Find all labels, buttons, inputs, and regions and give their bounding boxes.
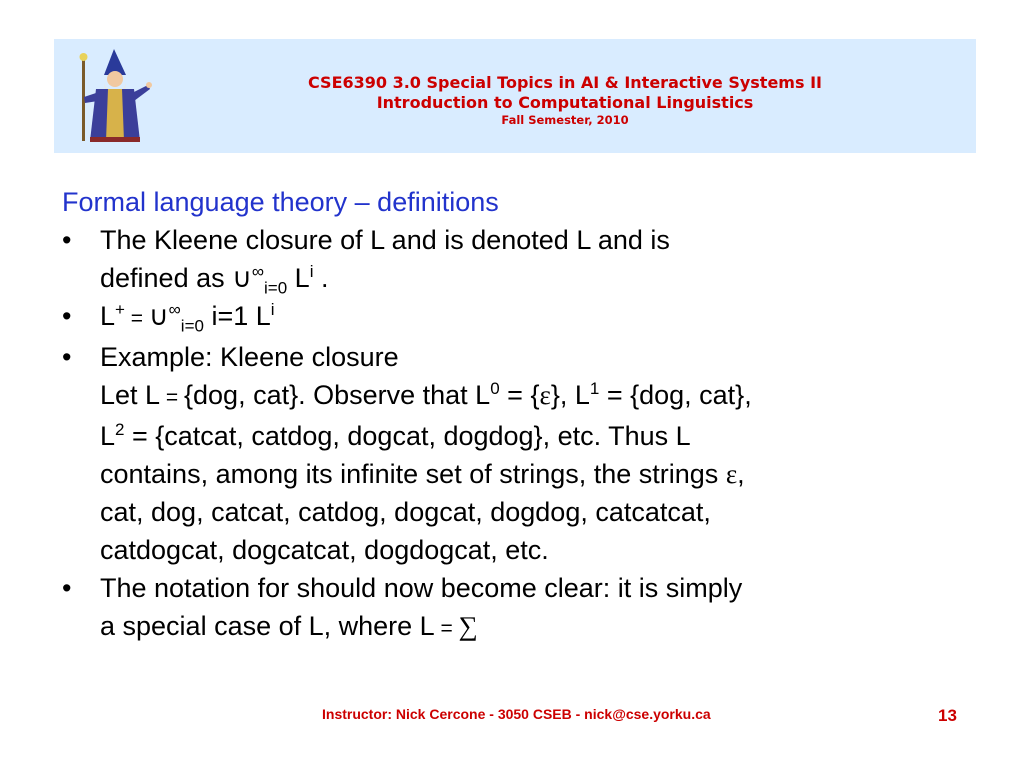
wizard-logo xyxy=(74,49,154,145)
example-line-5: catdogcat, dogcatcat, dogdogcat, etc. xyxy=(100,535,549,565)
bullet-kleene-plus xyxy=(62,297,962,338)
bullet-marker: • xyxy=(62,573,72,603)
page-number: 13 xyxy=(938,706,957,725)
bullet-text: $L^+ = \cup^\infty_{i=0}$ i=1 $L^i$ xyxy=(100,300,275,336)
union-symbol: ∪ xyxy=(148,301,169,331)
course-title: CSE6390 3.0 Special Topics in AI & Interactive Systems II xyxy=(308,73,822,92)
bullet-example xyxy=(62,338,962,376)
example-paragraph xyxy=(62,376,962,569)
semester-label: Fall Semester, 2010 xyxy=(501,113,629,127)
example-line-1: Let L = {dog, cat}. Observe that $L^0 = \{\varepsilon\}$, $L^1 = \{dog$, cat}, xyxy=(100,379,752,410)
slide-body xyxy=(62,183,962,648)
example-line-4: cat, dog, catcat, catdog, dogcat, dogdog, catcatcat, xyxy=(100,497,711,527)
example-line-2: $L^2$ = {catcat, catdog, dogcat, dogdog}, etc. Thus L xyxy=(100,420,691,451)
slide-heading: Formal language theory – definitions xyxy=(62,187,499,217)
bullet-text-line2: a special case of L, where L = ∑ xyxy=(100,611,478,641)
bullet-marker: • xyxy=(62,342,72,372)
union-symbol: ∪ xyxy=(232,263,252,293)
bullet-text: Example: Kleene closure xyxy=(100,342,399,372)
epsilon-symbol: ε xyxy=(725,459,738,489)
bullet-kleene-closure xyxy=(62,221,962,297)
course-subtitle: Introduction to Computational Linguistics xyxy=(376,93,754,112)
bullet-text: The notation for should now become clear: it is simply xyxy=(100,573,743,603)
example-line-3: contains, among its infinite set of strings, the strings ε, xyxy=(100,459,745,489)
bullet-text: The Kleene closure of L and is denoted L and is xyxy=(100,225,670,255)
course-title-block xyxy=(154,73,976,128)
bullet-marker: • xyxy=(62,225,72,255)
instructor-footer: Instructor: Nick Cercone - 3050 CSEB - nick@cse.yorku.ca xyxy=(322,706,711,722)
bullet-marker: • xyxy=(62,301,72,331)
bullet-text-line2: defined as $\cup^\infty_{i=0}$ $L^i$ . xyxy=(100,262,329,298)
slide-header xyxy=(54,39,976,153)
bullet-notation xyxy=(62,569,962,648)
sigma-symbol: ∑ xyxy=(458,611,478,641)
epsilon-symbol: ε xyxy=(539,380,551,410)
